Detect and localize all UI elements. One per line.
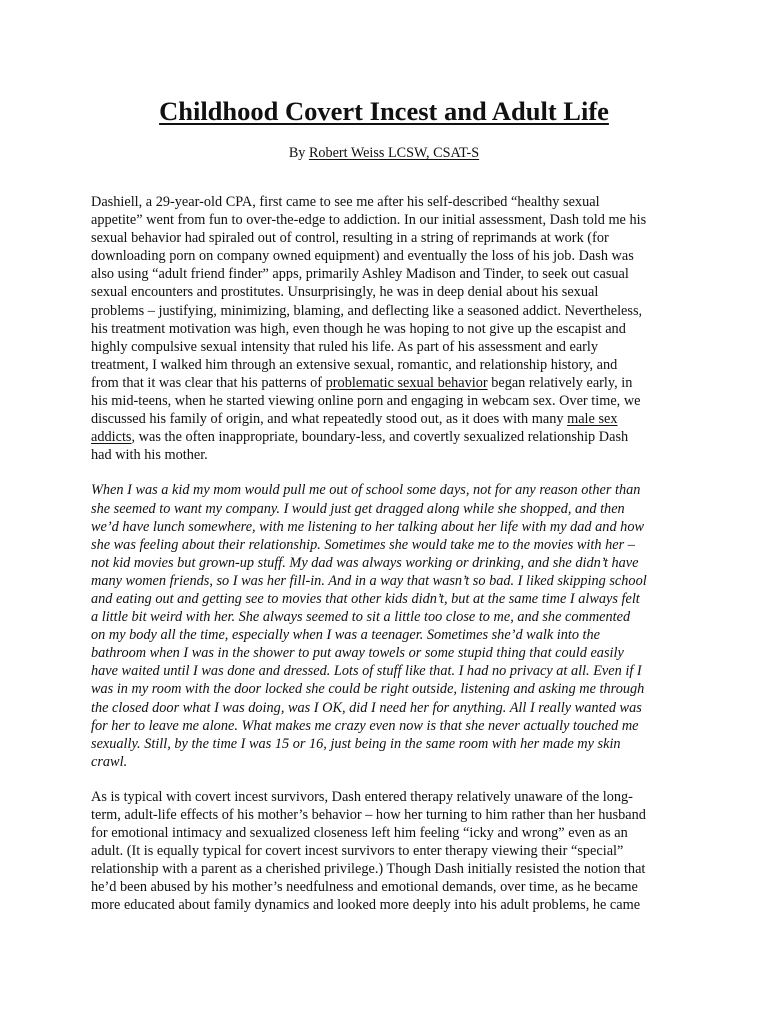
quote-line: When I was a kid my mom would pull me out of school some days, not for any reason other than (91, 482, 641, 499)
text-line: relationship with a parent as a cherished privilege.) Though Dash initially resisted the notion that (91, 861, 646, 878)
male-sex-addicts-link-part1[interactable]: male sex (567, 411, 618, 428)
text-line: more educated about family dynamics and looked more deeply into his adult problems, he came (91, 897, 641, 914)
text-line: had with his mother. (91, 447, 208, 464)
text-run: from that it was clear that his patterns of (91, 374, 326, 391)
text-line: he’d been abused by his mother’s needfulness and emotional demands, over time, as he became (91, 879, 638, 896)
text-run: began relatively early, in (487, 374, 633, 391)
quote-line: she was feeling about their relationship. Sometimes she would take me to the movies with her – (91, 536, 635, 553)
document-title: Childhood Covert Incest and Adult Life (159, 96, 609, 126)
text-line (91, 374, 677, 392)
byline (91, 145, 677, 162)
quote-line: for her to leave me alone. What makes me crazy even now is that she never actually touched me (91, 717, 639, 734)
text-line: As is typical with covert incest survivors, Dash entered therapy relatively unaware of the long- (91, 788, 633, 805)
male-sex-addicts-link-part2[interactable]: addicts (91, 429, 132, 446)
text-run: , was the often inappropriate, boundary-less, and covertly sexualized relationship Dash (131, 429, 629, 446)
text-line: downloading porn on company owned equipment) and eventually the loss of his job. Dash was (91, 248, 634, 265)
quote-line: have waited until I was done and dressed. Lots of stuff like that. I had no privacy at all. Even if I (91, 663, 642, 680)
text-line: adult. (It is equally typical for covert incest survivors to enter therapy viewing their “special” (91, 843, 624, 860)
text-line: term, adult-life effects of his mother’s behavior – how her turning to him rather than her husband (91, 807, 646, 823)
text-line: his treatment motivation was high, even though he was hoping to not give up the escapist and (91, 320, 626, 337)
text-line: his mid-teens, when he started viewing online porn and engaging in webcam sex. Over time, we (91, 393, 641, 410)
paragraph-analysis (91, 788, 677, 915)
quote-line: she seemed to want my company. I would just get dragged along while she shopped, and then (91, 500, 625, 517)
text-line: sexual encounters and prostitutes. Unsurprisingly, he was in deep denial about his sexual (91, 284, 599, 301)
quote-line: on my body all the time, especially when I was a teenager. Sometimes she’d walk into the (91, 627, 601, 644)
quote-line: not kid movies but grown-up stuff. My dad was always working or drinking, and she didn’t have (91, 554, 639, 571)
quote-line: sexually. Still, by the time I was 15 or 16, just being in the same room with her made my skin (91, 735, 621, 752)
quote-line: crawl. (91, 753, 128, 770)
text-line: problems – justifying, minimizing, blaming, and deflecting like a seasoned addict. Nevertheless, (91, 302, 643, 319)
text-line: for emotional intimacy and sexualized closeness left him feeling “icky and wrong” even as an (91, 825, 628, 842)
quote-line: and eating out and getting see to movies that other kids didn’t, but at the same time I always felt (91, 590, 640, 607)
text-line: sexual behavior had spiraled out of control, resulting in a string of reprimands at work (for (91, 230, 609, 247)
quote-line: a little bit weird with her. She always seemed to sit a little too close to me, and she commented (91, 609, 631, 626)
quote-line: the closed door what I was doing, was I OK, did I need her for anything. All I really wanted was (91, 699, 642, 716)
quote-line: was in my room with the door locked she could be right outside, listening and asking me through (91, 681, 645, 698)
text-line (91, 410, 677, 428)
quote-line: many women friends, so I was her fill-in. And in a way that wasn’t so bad. I liked skipping school (91, 572, 647, 589)
text-line: appetite” went from fun to over-the-edge to addiction. In our initial assessment, Dash told me his (91, 212, 647, 229)
quote-line: bathroom when I was in the shower to put away towels or some stupid thing that could easily (91, 645, 624, 662)
text-line: also using “adult friend finder” apps, primarily Ashley Madison and Tinder, to seek out casual (91, 266, 629, 283)
problematic-sexual-behavior-link[interactable]: problematic sexual behavior (325, 374, 488, 391)
paragraph-quote (91, 481, 677, 771)
text-line: Dashiell, a 29-year-old CPA, first came to see me after his self-described “healthy sexual (91, 194, 600, 210)
text-run: discussed his family of origin, and what repeatedly stood out, as it does with many (91, 411, 568, 428)
text-line: highly compulsive sexual intensity that ruled his life. As part of his assessment and early (91, 338, 599, 355)
paragraph-intro (91, 193, 677, 464)
text-line (91, 428, 677, 446)
byline-prefix: By (288, 145, 309, 161)
author-link[interactable]: Robert Weiss LCSW, CSAT-S (308, 145, 480, 161)
text-line: treatment, I walked him through an extensive sexual, romantic, and relationship history, and (91, 356, 618, 373)
quote-line: we’d have lunch somewhere, with me listening to her talking about her life with my dad and how (91, 518, 645, 535)
document-page (91, 96, 677, 932)
